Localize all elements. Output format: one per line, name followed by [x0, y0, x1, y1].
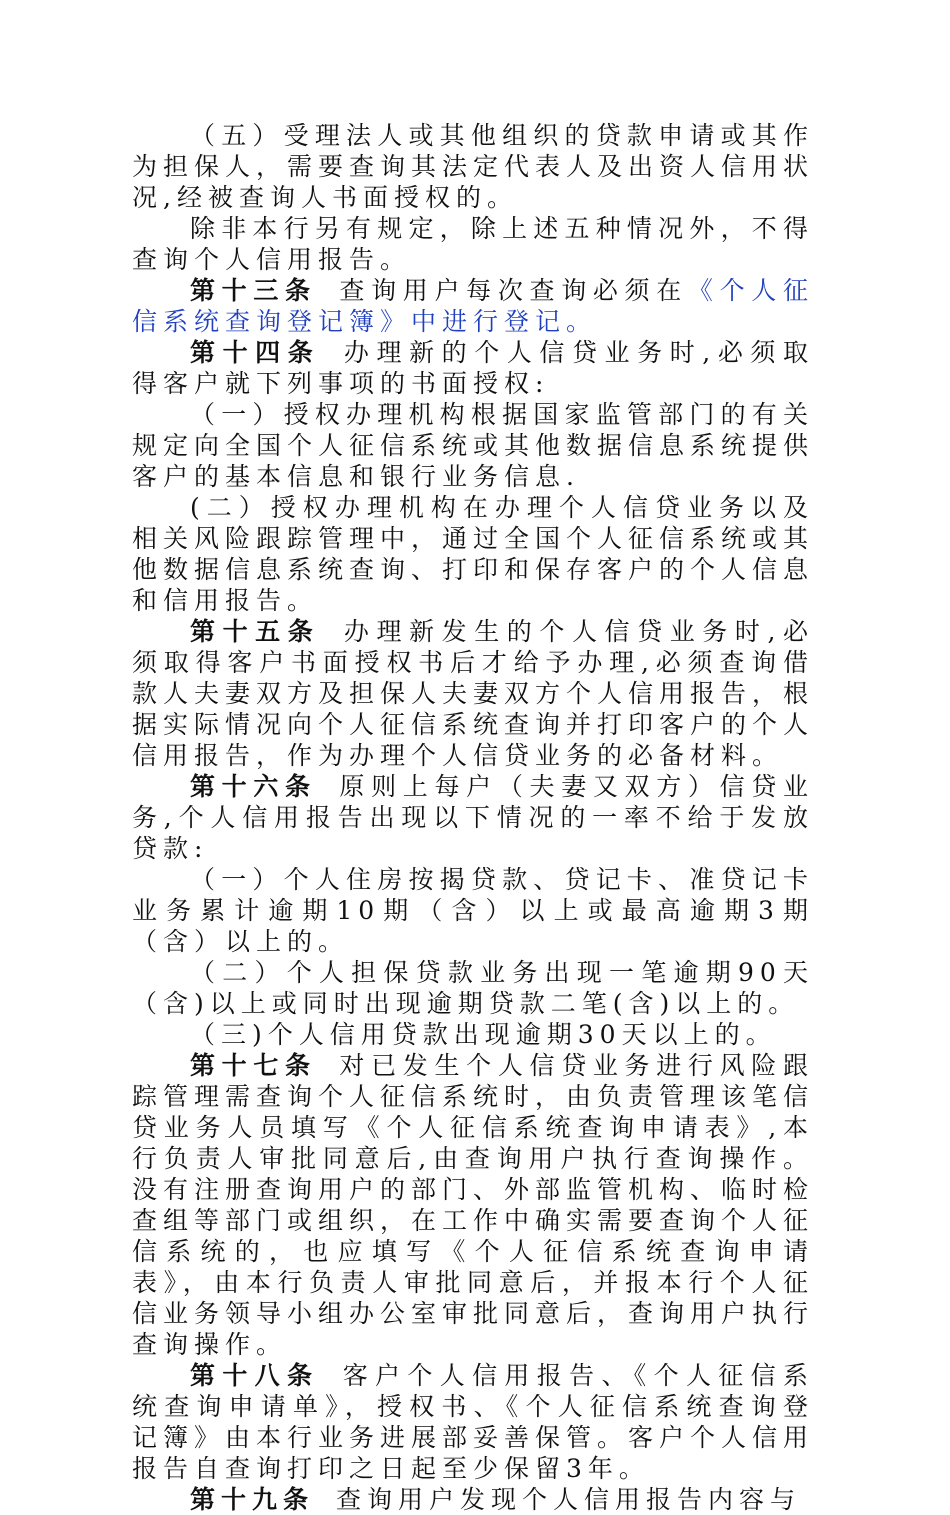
paragraph-text: （二）个人担保贷款业务出现一笔逾期90天（含)以上或同时出现逾期贷款二笔(含)以上的。 — [132, 958, 814, 1018]
paragraph-item-3 — [132, 1019, 814, 1050]
article-15 — [132, 616, 814, 771]
paragraph-text: （三)个人信用贷款出现逾期30天以上的。 — [190, 1020, 777, 1049]
paragraph-text: （一）个人住房按揭贷款、贷记卡、准贷记卡业务累计逾期10期（含）以上或最高逾期3期（含）以上的。 — [132, 865, 814, 956]
article-13 — [132, 275, 814, 337]
paragraph-item-2 — [132, 492, 814, 616]
article-number: 第十三条 — [190, 276, 317, 305]
paragraph-text: （一）授权办理机构根据国家监管部门的有关规定向全国个人征信系统或其他数据信息系统提供客户的基本信息和银行业务信息. — [132, 400, 815, 491]
article-number: 第十六条 — [190, 772, 317, 801]
paragraph-text: (二）授权办理机构在办理个人信贷业务以及相关风险跟踪管理中，通过全国个人征信系统或其他数据信息系统查询、打印和保存客户的个人信息和信用报告。 — [132, 493, 815, 615]
paragraph-item-1 — [132, 399, 814, 492]
article-17 — [132, 1050, 814, 1360]
paragraph-text: 查询用户每次查询必须在 — [338, 276, 688, 305]
paragraph-text: 客户个人信用报告、《个人征信系统查询申请单》，授权书、《个人征信系统查询登记簿》由本行业务进展部妥善保管。客户个人信用报告自查询打印之日起至少保留3年。 — [132, 1361, 815, 1483]
paragraph-text: 对已发生个人信贷业务进行风险跟踪管理需查询个人征信系统时，由负责管理该笔信贷业务人员填写《个人征信系统查询申请表》,本行负责人审批同意后,由查询用户执行查询操作。没有注册查询用户的部门、外部监管机构、临时检查组等部门或组织，在工作中确实需要查询个人征信系统的，也应填写《个人征信系统查询申请表》，由本行负责人审批同意后，并报本行个人征信业务领导小组办公室审批同意后，查询用户执行查询操作。 — [132, 1051, 815, 1359]
document-page — [132, 120, 814, 1515]
article-number: 第十七条 — [190, 1051, 317, 1080]
article-16 — [132, 771, 814, 864]
article-18 — [132, 1360, 814, 1484]
paragraph-item-2b — [132, 957, 814, 1019]
paragraph-text: 除非本行另有规定，除上述五种情况外，不得查询个人信用报告。 — [132, 214, 814, 274]
paragraph-text: 办理新的个人信贷业务时,必须取得客户就下列事项的书面授权: — [132, 338, 814, 398]
register-book-link[interactable]: 《个人征信系统查询登记簿》中进行登记。 — [132, 276, 814, 336]
paragraph-text: 原则上每户（夫妻又双方）信贷业务,个人信用报告出现以下情况的一率不给于发放贷款: — [132, 772, 814, 863]
paragraph-item-5 — [132, 120, 814, 213]
article-14 — [132, 337, 814, 399]
article-19 — [132, 1484, 814, 1515]
article-number: 第十九条 — [190, 1485, 315, 1514]
paragraph-text: 办理新发生的个人信贷业务时,必须取得客户书面授权书后才给予办理,必须查询借款人夫妻双方及担保人夫妻双方个人信用报告，根据实际情况向个人征信系统查询并打印客户的个人信用报告，作为办理个人信贷业务的必备材料。 — [132, 617, 815, 770]
article-number: 第十四条 — [190, 338, 321, 367]
paragraph-text: 查询用户发现个人信用报告内容与 — [336, 1485, 802, 1514]
paragraph-item-1b — [132, 864, 814, 957]
paragraph-exception — [132, 213, 814, 275]
article-number: 第十八条 — [190, 1361, 320, 1390]
article-number: 第十五条 — [190, 617, 321, 646]
paragraph-text: （五）受理法人或其他组织的贷款申请或其作为担保人，需要查询其法定代表人及出资人信用状况,经被查询人书面授权的。 — [132, 121, 815, 212]
